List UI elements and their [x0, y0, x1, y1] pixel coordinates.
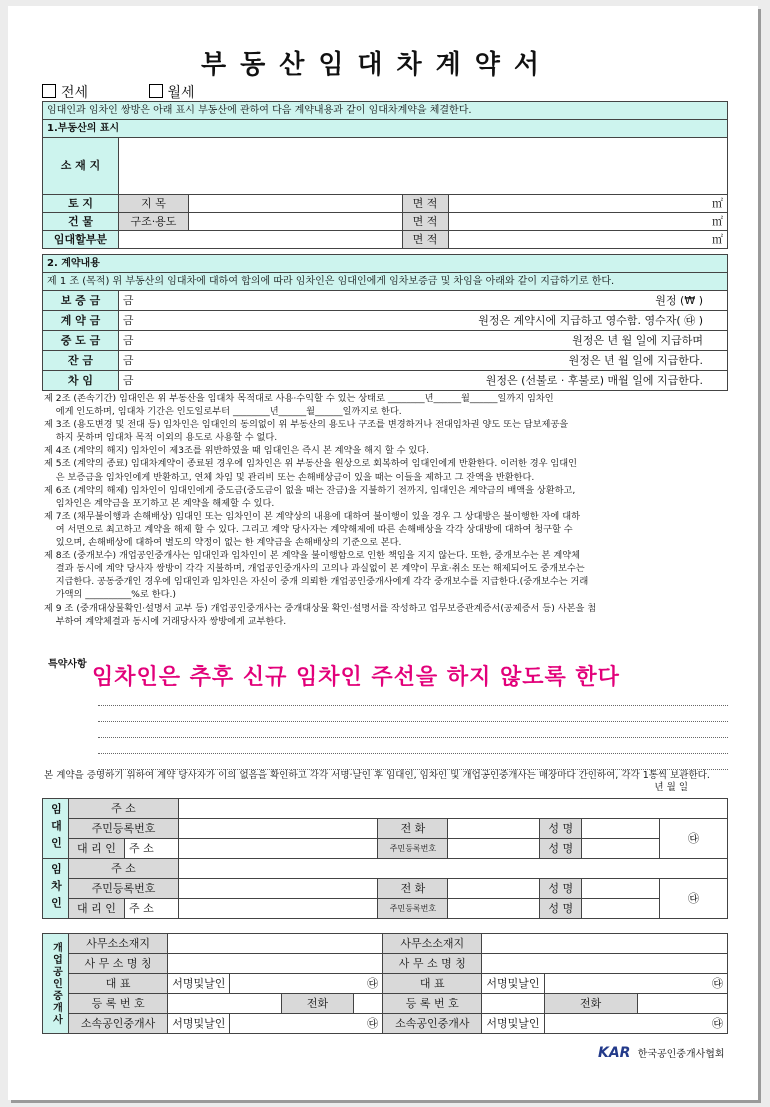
land-area-label: 면 적: [402, 195, 448, 213]
broker1-affiliated-seal-mark[interactable]: ㉰: [230, 1014, 383, 1034]
lessee-agent-label: 대 리 인: [68, 899, 124, 919]
lessee-address-field[interactable]: [178, 859, 727, 879]
lessor-name-label: 성 명: [540, 819, 582, 839]
clause-line: 부하여 계약체결과 동시에 거래당사자 쌍방에게 교부한다.: [44, 615, 287, 627]
clause-line: 있으며, 손해배상에 대하여 별도의 약정이 없는 한 계약금을 손해배상의 기준으로 본다.: [44, 537, 402, 549]
clause-line: 하지 못하며 임대차 목적 이외의 용도로 사용할 수 없다.: [44, 432, 278, 444]
down-payment-label: 계 약 금: [43, 311, 119, 331]
deposit-field[interactable]: 원정 (₩ ): [148, 291, 727, 311]
broker2-affiliated-sign-label: 서명및날인: [482, 1014, 544, 1034]
lessor-agent-rrn-field[interactable]: [448, 839, 540, 859]
deposit-prefix: 금: [118, 291, 148, 311]
broker2-affiliated-label: 소속공인중개사: [383, 1014, 482, 1034]
lease-area-label: 면 적: [402, 231, 448, 249]
intro-text: 임대인과 임차인 쌍방은 아래 표시 부동산에 관하여 다음 계약내용과 같이 임대차계약을 체결한다.: [43, 102, 728, 120]
broker1-rep-label: 대 표: [68, 974, 167, 994]
ruled-line: [98, 754, 728, 770]
clause-line: 은 보증금을 임차인에게 반환하고, 연체 차임 및 관리비 또는 손해배상금이 있을 때는 이들을 제하고 그 잔액을 반환한다.: [44, 471, 535, 483]
lessor-seal-mark[interactable]: ㉰: [660, 819, 728, 859]
clause-line: 가액의 __________%로 한다.): [44, 589, 176, 601]
clause-line: 제 2조 (존속기간) 임대인은 위 부동산을 임대차 목적대로 사용·수익할 수 있는 상태로 ________년______월______일까지 임차인: [44, 393, 554, 404]
checkbox-wolse[interactable]: [149, 84, 163, 98]
location-label: 소 재 지: [43, 138, 119, 195]
special-terms-text[interactable]: 임차인은 추후 신규 임차인 주선을 하지 않도록 한다: [92, 665, 620, 690]
option-jeonse[interactable]: [42, 85, 116, 101]
broker2-office-addr-field[interactable]: [482, 934, 728, 954]
land-category-field[interactable]: [188, 195, 402, 213]
clause-line: 제 3조 (용도변경 및 전대 등) 임차인은 임대인의 동의없이 위 부동산의 용도나 구조를 변경하거나 전대임차권 양도 또는 담보제공을: [44, 419, 569, 431]
balance-label: 잔 금: [43, 351, 119, 371]
building-area-field[interactable]: ㎡: [448, 213, 728, 231]
lessor-agent-name-label: 성 명: [540, 839, 582, 859]
lessee-label: 임차인: [43, 859, 69, 919]
balance-field[interactable]: 원정은 년 월 일에 지급한다.: [148, 351, 727, 371]
option-jeonse-label: 전세: [61, 85, 89, 101]
broker1-affiliated-label: 소속공인중개사: [68, 1014, 167, 1034]
down-payment-field[interactable]: 원정은 계약시에 지급하고 영수함. 영수자( ㉰ ): [148, 311, 727, 331]
building-area-label: 면 적: [402, 213, 448, 231]
broker2-phone-field[interactable]: [637, 994, 727, 1014]
lessor-address-label: 주 소: [68, 799, 178, 819]
broker1-phone-field[interactable]: [354, 994, 383, 1014]
association-name: 한국공인중개사협회: [637, 1049, 725, 1060]
broker1-phone-label: 전화: [281, 994, 353, 1014]
lessee-agent-addr-field[interactable]: [178, 899, 378, 919]
contract-clauses: [44, 392, 734, 628]
lessee-agent-name-field[interactable]: [582, 899, 660, 919]
broker2-phone-label: 전화: [544, 994, 637, 1014]
lessee-name-label: 성 명: [540, 879, 582, 899]
special-terms-lines[interactable]: [98, 690, 728, 770]
interim-payment-prefix: 금: [118, 331, 148, 351]
parties-table: [42, 798, 728, 919]
ruled-line: [98, 706, 728, 722]
broker2-office-name-field[interactable]: [482, 954, 728, 974]
broker2-office-name-label: 사 무 소 명 칭: [383, 954, 482, 974]
ruled-line: [98, 722, 728, 738]
lessor-label: 임대인: [43, 799, 69, 859]
broker2-rep-label: 대 표: [383, 974, 482, 994]
lessee-agent-rrn-field[interactable]: [448, 899, 540, 919]
lessor-agent-addr-label: 주 소: [124, 839, 178, 859]
down-payment-prefix: 금: [118, 311, 148, 331]
land-category-label: 지 목: [118, 195, 188, 213]
lessee-address-label: 주 소: [68, 859, 178, 879]
lessee-rrn-label: 주민등록번호: [68, 879, 178, 899]
lessee-phone-label: 전 화: [378, 879, 448, 899]
land-label: 토 지: [43, 195, 119, 213]
broker1-reg-label: 등 록 번 호: [68, 994, 167, 1014]
broker1-sign-label: 서명및날인: [168, 974, 230, 994]
clause-line: 에게 인도하며, 임대차 기간은 인도일로부터 ________년______월______일까지로 한다.: [44, 406, 402, 418]
lessor-rrn-label: 주민등록번호: [68, 819, 178, 839]
broker1-affiliated-sign-label: 서명및날인: [168, 1014, 230, 1034]
lessee-phone-field[interactable]: [448, 879, 540, 899]
payment-table: [42, 254, 728, 391]
deposit-label: 보 증 금: [43, 291, 119, 311]
clause-line: 제 7조 (채무불이행과 손해배상) 임대인 또는 임차인이 본 계약상의 내용에 대하여 불이행이 있을 경우 그 상대방은 불이행한 자에 대하: [44, 510, 580, 522]
clause-line: 제 8조 (중개보수) 개업공인중개사는 임대인과 임차인이 본 계약을 불이행함으로 인한 책임을 지지 않는다. 또한, 중개보수는 본 계약체: [44, 550, 580, 562]
lease-area-field[interactable]: ㎡: [448, 231, 728, 249]
lessor-address-field[interactable]: [178, 799, 727, 819]
clause1-text: 제 1 조 (목적) 위 부동산의 임대차에 대하여 합의에 따라 임차인은 임대인에게 임차보증금 및 차임을 아래와 같이 지급하기로 한다.: [43, 273, 728, 291]
option-wolse[interactable]: [149, 85, 223, 101]
lessee-seal-mark[interactable]: ㉰: [660, 879, 728, 919]
broker-label: 개업공인중개사: [43, 934, 69, 1034]
lessee-name-field[interactable]: [582, 879, 660, 899]
lessor-agent-rrn-label: 주민등록번호: [378, 839, 448, 859]
lessor-agent-label: 대 리 인: [68, 839, 124, 859]
interim-payment-field[interactable]: 원정은 년 월 일에 지급하며: [148, 331, 727, 351]
option-wolse-label: 월세: [167, 85, 195, 101]
special-terms-label: 특약사항: [48, 659, 87, 670]
building-structure-label: 구조·용도: [118, 213, 188, 231]
clause-line: 여 서면으로 최고하고 계약을 해제 할 수 있다. 그리고 계약 당사자는 계약해제에 따른 손해배상을 각각 상대방에 대하여 청구할 수: [44, 523, 573, 535]
lease-part-field[interactable]: [118, 231, 402, 249]
checkbox-jeonse[interactable]: [42, 84, 56, 98]
rent-label: 차 임: [43, 371, 119, 391]
footer: [598, 1045, 725, 1061]
lessee-agent-name-label: 성 명: [540, 899, 582, 919]
building-structure-field[interactable]: [188, 213, 402, 231]
rent-field[interactable]: 원정은 (선불로 · 후불로) 매월 일에 지급한다.: [148, 371, 727, 391]
lease-type-options: [42, 82, 251, 102]
broker2-sign-label: 서명및날인: [482, 974, 544, 994]
clause-line: 결과 동시에 계약 당사자 쌍방이 각각 지불하며, 개업공인중개사의 고의나 과실없이 본 계약이 무효·취소 또는 해제되어도 중개보수는: [44, 563, 585, 575]
building-label: 건 물: [43, 213, 119, 231]
broker1-seal-mark[interactable]: ㉰: [230, 974, 383, 994]
broker2-office-addr-label: 사무소소재지: [383, 934, 482, 954]
location-field[interactable]: [118, 138, 727, 195]
clause-line: 제 4조 (계약의 해지) 임차인이 제3조를 위반하였을 때 임대인은 즉시 본 계약을 해지 할 수 있다.: [44, 445, 430, 457]
attestation: [44, 770, 734, 793]
lessor-phone-field[interactable]: [448, 819, 540, 839]
broker1-office-addr-label: 사무소소재지: [68, 934, 167, 954]
section2-heading: 2. 계약내용: [43, 255, 728, 273]
association-logo: KAR: [598, 1045, 631, 1061]
property-table: [42, 101, 728, 249]
lessee-agent-addr-label: 주 소: [124, 899, 178, 919]
land-area-field[interactable]: ㎡: [448, 195, 728, 213]
ruled-line: [98, 690, 728, 706]
lessor-agent-addr-field[interactable]: [178, 839, 378, 859]
lessor-phone-label: 전 화: [378, 819, 448, 839]
broker1-office-name-field[interactable]: [168, 954, 383, 974]
document-title: 부동산임대차계약서: [200, 50, 554, 80]
broker1-office-name-label: 사 무 소 명 칭: [68, 954, 167, 974]
attestation-date[interactable]: 년 월 일: [654, 782, 688, 793]
balance-prefix: 금: [118, 351, 148, 371]
lessor-agent-name-field[interactable]: [582, 839, 660, 859]
attestation-text: 본 계약을 증명하기 위하여 계약 당사자가 이의 없음을 확인하고 각각 서명·날인 후 임대인, 임차인 및 개업공인중개사는 매장마다 간인하여, 각각 1통씩 보관한다.: [44, 770, 710, 781]
ruled-line: [98, 738, 728, 754]
broker2-affiliated-seal-mark[interactable]: ㉰: [544, 1014, 727, 1034]
rent-prefix: 금: [118, 371, 148, 391]
broker2-reg-label: 등 록 번 호: [383, 994, 482, 1014]
lessor-rrn-field[interactable]: [178, 819, 378, 839]
broker1-reg-field[interactable]: [168, 994, 282, 1014]
lease-part-label: 임대할부분: [43, 231, 119, 249]
section1-heading: 1.부동산의 표시: [43, 120, 728, 138]
clause-line: 제 6조 (계약의 해제) 임차인이 임대인에게 중도금(중도금이 없을 때는 잔금)을 지불하기 전까지, 임대인은 계약금의 배액을 상환하고,: [44, 484, 576, 496]
lessee-agent-rrn-label: 주민등록번호: [378, 899, 448, 919]
broker2-seal-mark[interactable]: ㉰: [544, 974, 727, 994]
clause-line: 임차인은 계약금을 포기하고 본 계약을 해제할 수 있다.: [44, 497, 275, 509]
broker-table: [42, 933, 728, 1034]
lessor-name-field[interactable]: [582, 819, 660, 839]
clause-line: 제 5조 (계약의 종료) 임대차계약이 종료된 경우에 임차인은 위 부동산을 원상으로 회복하여 임대인에게 반환한다. 이러한 경우 임대인: [44, 458, 578, 470]
broker1-office-addr-field[interactable]: [168, 934, 383, 954]
interim-payment-label: 중 도 금: [43, 331, 119, 351]
clause-line: 지급한다. 공동중개인 경우에 임대인과 임차인은 자신이 중개 의뢰한 개업공인중개사에게 각각 중개보수를 지급한다.(중개보수는 거래: [44, 576, 589, 588]
clause-line: 제 9 조 (중개대상물확인·설명서 교부 등) 개업공인중개사는 중개대상물 확인·설명서를 작성하고 업무보증관계증서(공제증서 등) 사본을 첨: [44, 602, 597, 614]
broker2-reg-field[interactable]: [482, 994, 544, 1014]
lessee-rrn-field[interactable]: [178, 879, 378, 899]
